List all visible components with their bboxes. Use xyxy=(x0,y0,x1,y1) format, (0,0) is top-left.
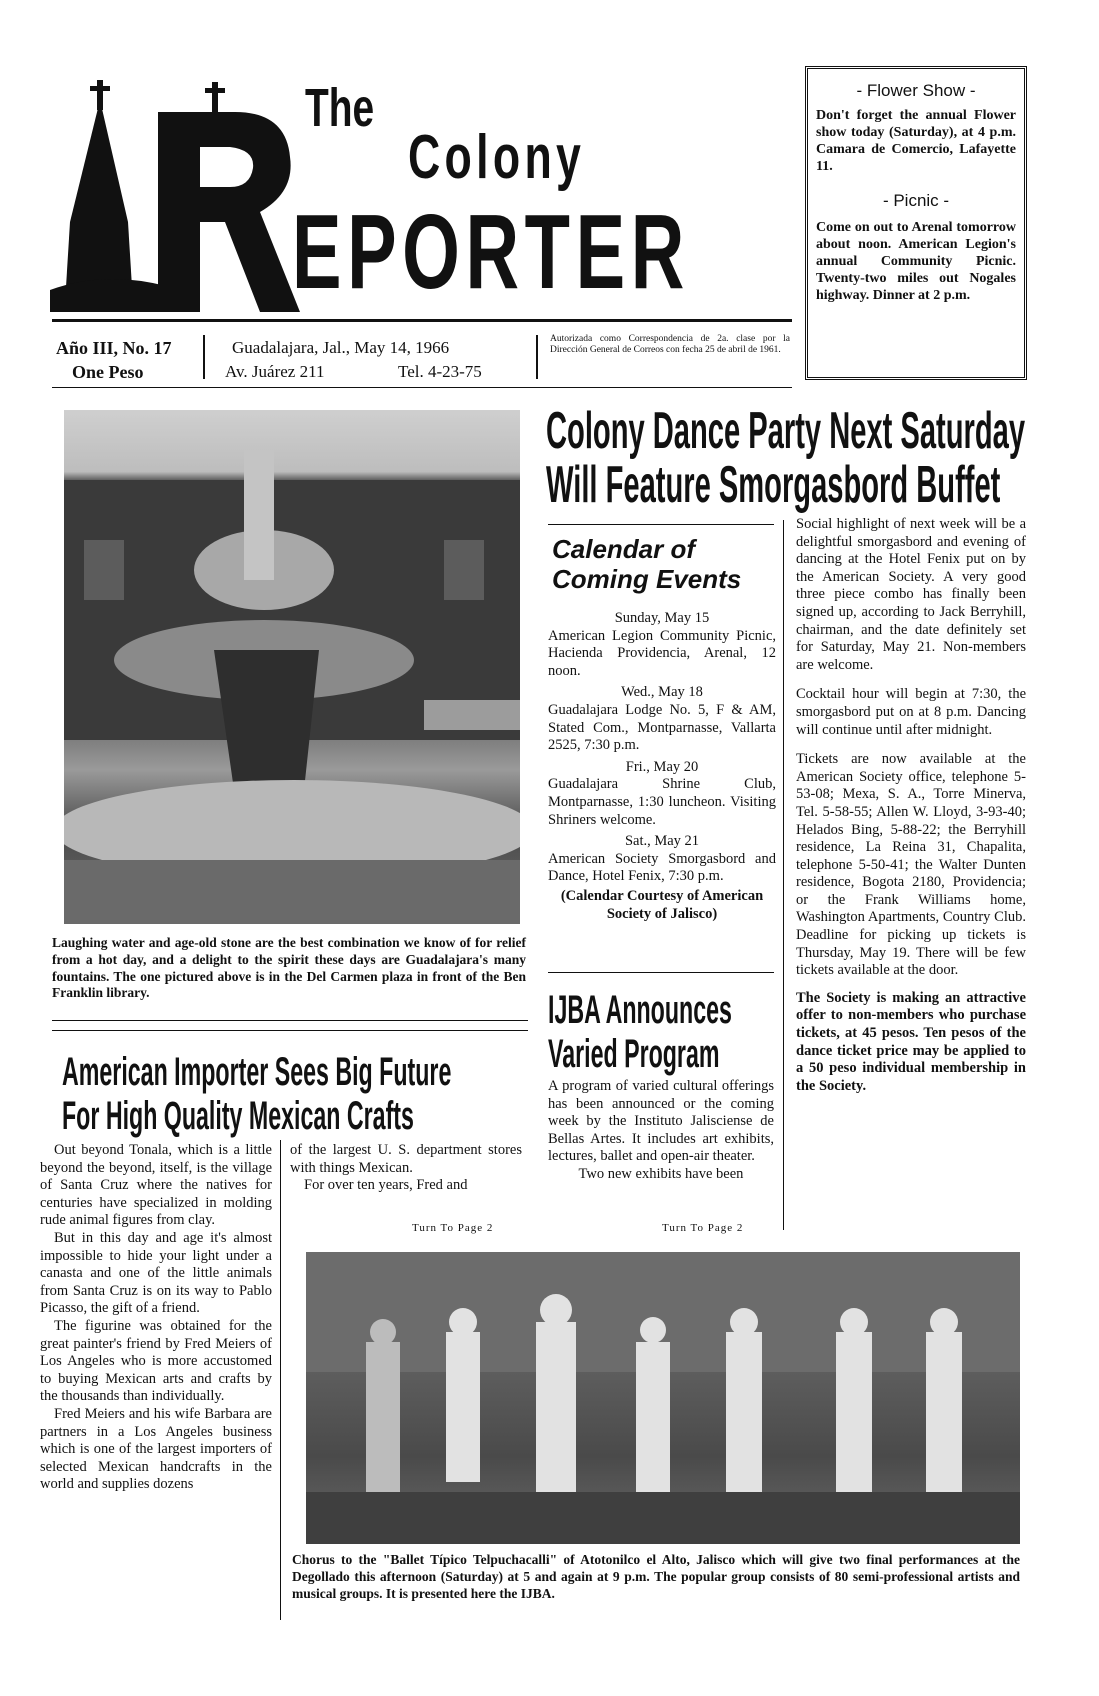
importer-paragraph: But in this day and age it's almost impossible to hide your light under a canasta and one of the little animals from Santa Cruz is on its way to Pablo Picasso, the gift of a friend. xyxy=(40,1229,272,1317)
fountain-caption-rule xyxy=(52,1020,528,1021)
calendar-title-line2: Coming Events xyxy=(552,564,742,594)
importer-column-rule xyxy=(280,1140,281,1620)
calendar-title-line1: Calendar of xyxy=(552,534,696,564)
calendar-event xyxy=(548,684,776,754)
flower-show-text: Don't forget the annual Flower show today (Saturday), at 4 p.m. Camara de Comercio, Lafayette 11. xyxy=(816,108,1016,174)
picnic-title: - Picnic - xyxy=(882,191,950,210)
office-address: Av. Juárez 211 xyxy=(225,362,325,381)
importer-paragraph: The figurine was obtained for the great painter's friend by Fred Meiers of Los Angeles who is more accustomed to buying Mexican arts and crafts by the thousands than individually. xyxy=(40,1317,272,1405)
importer-top-rule xyxy=(52,1030,528,1031)
column-rule-right xyxy=(783,520,784,1230)
calendar-title xyxy=(552,534,778,594)
importer-column-1 xyxy=(40,1142,272,1494)
dance-paragraph: Cocktail hour will begin at 7:30, the smorgasbord put on at 8 p.m. Dancing will continue until after midnight. xyxy=(796,686,1026,738)
event-date: Wed., May 18 xyxy=(621,684,703,701)
event-text: American Society Smorgasbord and Dance, Hotel Fenix, 7:30 p.m. xyxy=(548,850,776,885)
importer-paragraph: Fred Meiers and his wife Barbara are partners in a Los Angeles business which is one of the largest importers of selected Mexican handcrafts in the world and supplies dozens xyxy=(40,1405,272,1493)
masthead-reporter: EPORTER xyxy=(292,193,690,311)
ijba-headline-line2: Varied Program xyxy=(548,1032,720,1076)
ijba-paragraph: A program of varied cultural offerings has been announced or the coming week by the Instituto Jalisciense de Bellas Artes. It includes art exhibits, lectures, ballet and open-air theater. xyxy=(548,1078,774,1165)
masthead-colony: Colony xyxy=(408,123,586,192)
masthead-underline xyxy=(52,319,792,322)
ijba-paragraph: Two new exhibits have been xyxy=(578,1165,744,1182)
info-divider-1 xyxy=(203,335,205,379)
picnic-text: Come on out to Arenal tomorrow about noon. American Legion's annual Community Picnic. Twenty-two miles out Nogales highway. Dinner at 2 p.m. xyxy=(816,220,1016,303)
calendar-credit: (Calendar Courtesy of American Society of Jalisco) xyxy=(560,887,764,922)
ballet-photo xyxy=(306,1252,1020,1544)
event-text: Guadalajara Shrine Club, Montparnasse, 1:30 luncheon. Visiting Shriners welcome. xyxy=(548,776,776,828)
importer-headline xyxy=(62,1050,532,1138)
ijba-turn-page: Turn To Page 2 xyxy=(662,1222,744,1234)
importer-headline-line1: American Importer Sees Big Future xyxy=(62,1050,452,1094)
calendar-event xyxy=(548,833,776,886)
dance-headline-line1: Colony Dance Party Next Saturday xyxy=(546,402,1026,460)
flower-show-title: - Flower Show - xyxy=(856,81,976,100)
dance-paragraph: The Society is making an attractive offer to non-members who purchase tickets, at 45 pesos. Ten pesos of the dance ticket price may be applied to a 50 peso individual membership in the Society. xyxy=(796,989,1026,1094)
dance-headline-line2: Will Feature Smorgasbord Buffet xyxy=(546,456,1001,514)
calendar-events xyxy=(548,610,776,923)
importer-paragraph: Out beyond Tonala, which is a little beyond the beyond, itself, is the village of Santa Cruz where the natives for centuries have specialized in molding rude animal figures from clay. xyxy=(40,1142,272,1229)
dance-paragraph: Social highlight of next week will be a delightful smorgasbord and evening of dancing at the Hotel Fenix put on by the American Society. A very good three piece combo has finally been signed up, according to Jack Berryhill, chairman, and the date definitely set for Saturday, May 21. Non-members are welcome. xyxy=(796,516,1026,673)
office-phone: Tel. 4-23-75 xyxy=(398,362,482,381)
dance-paragraph: Tickets are now available at the American Society office, telephone 5-53-08; Mexa, S. A., Torre Minerva, Tel. 5-58-55; Allen W. Lloyd, 3-93-40; Helados Bing, 5-88-22; the Berryhill residence, La Reina 31, Chapalita, telephone 5-50-41; the Walter Dunten residence, Bogota 2180, Providencia; or the Frank Williams home, Washington Apartments, Country Club. Deadline for picking up tickets is Thursday, May 19. There will be few tickets available at the door. xyxy=(796,751,1026,979)
importer-paragraph: of the largest U. S. department stores with things Mexican. xyxy=(290,1142,522,1176)
dance-body xyxy=(796,516,1026,1095)
masthead-bottom-rule xyxy=(52,387,792,388)
event-date: Sat., May 21 xyxy=(624,833,700,850)
importer-headline-line2: For High Quality Mexican Crafts xyxy=(62,1094,414,1138)
fountain-photo xyxy=(64,410,520,924)
ijba-headline xyxy=(548,988,774,1076)
importer-paragraph: For over ten years, Fred and xyxy=(304,1177,468,1194)
event-date: Sunday, May 15 xyxy=(614,610,710,626)
importer-turn-page: Turn To Page 2 xyxy=(412,1222,494,1234)
event-text: American Legion Community Picnic, Hacienda Providencia, Arenal, 12 noon. xyxy=(548,627,776,679)
ballet-caption: Chorus to the "Ballet Típico Telpuchacalli" of Atotonilco el Alto, Jalisco which will give two final performances at the Degollado this afternoon (Saturday) at 5 and again at 9 p.m. The popular group consists of 80 semi-professional artists and musical groups. It is presented here the IJBA. xyxy=(292,1552,1020,1601)
issue-price: One Peso xyxy=(72,362,144,382)
info-divider-2 xyxy=(536,335,538,379)
notice-box xyxy=(805,66,1027,380)
calendar-event xyxy=(548,610,776,680)
calendar-event xyxy=(548,759,776,829)
dance-headline xyxy=(546,404,1036,512)
calendar-top-rule xyxy=(548,524,774,525)
calendar-bottom-rule xyxy=(548,972,774,973)
issue-number: Año III, No. 17 xyxy=(56,338,172,358)
importer-column-2 xyxy=(290,1142,522,1195)
masthead-the: The xyxy=(305,78,375,138)
ijba-headline-line1: IJBA Announces xyxy=(548,988,732,1032)
fountain-illustration xyxy=(64,410,520,924)
ballet-dancers-illustration xyxy=(306,1252,1020,1544)
dateline: Guadalajara, Jal., May 14, 1966 xyxy=(232,338,450,357)
ijba-body xyxy=(548,1078,774,1184)
postal-note: Autorizada como Correspondencia de 2a. clase por la Dirección General de Correos con fecha 25 de abril de 1961. xyxy=(550,334,790,355)
event-text: Guadalajara Lodge No. 5, F & AM, Stated Com., Montparnasse, Vallarta 2525, 7:30 p.m. xyxy=(548,701,776,754)
fountain-caption: Laughing water and age-old stone are the best combination we know of for relief from a hot day, and a delight to the spirit these days are Guadalajara's many fountains. The one pictured above is in the Del Carmen plaza in front of the Ben Franklin library. xyxy=(52,935,526,1001)
church-towers-logo xyxy=(50,72,300,312)
event-date: Fri., May 20 xyxy=(625,758,699,775)
